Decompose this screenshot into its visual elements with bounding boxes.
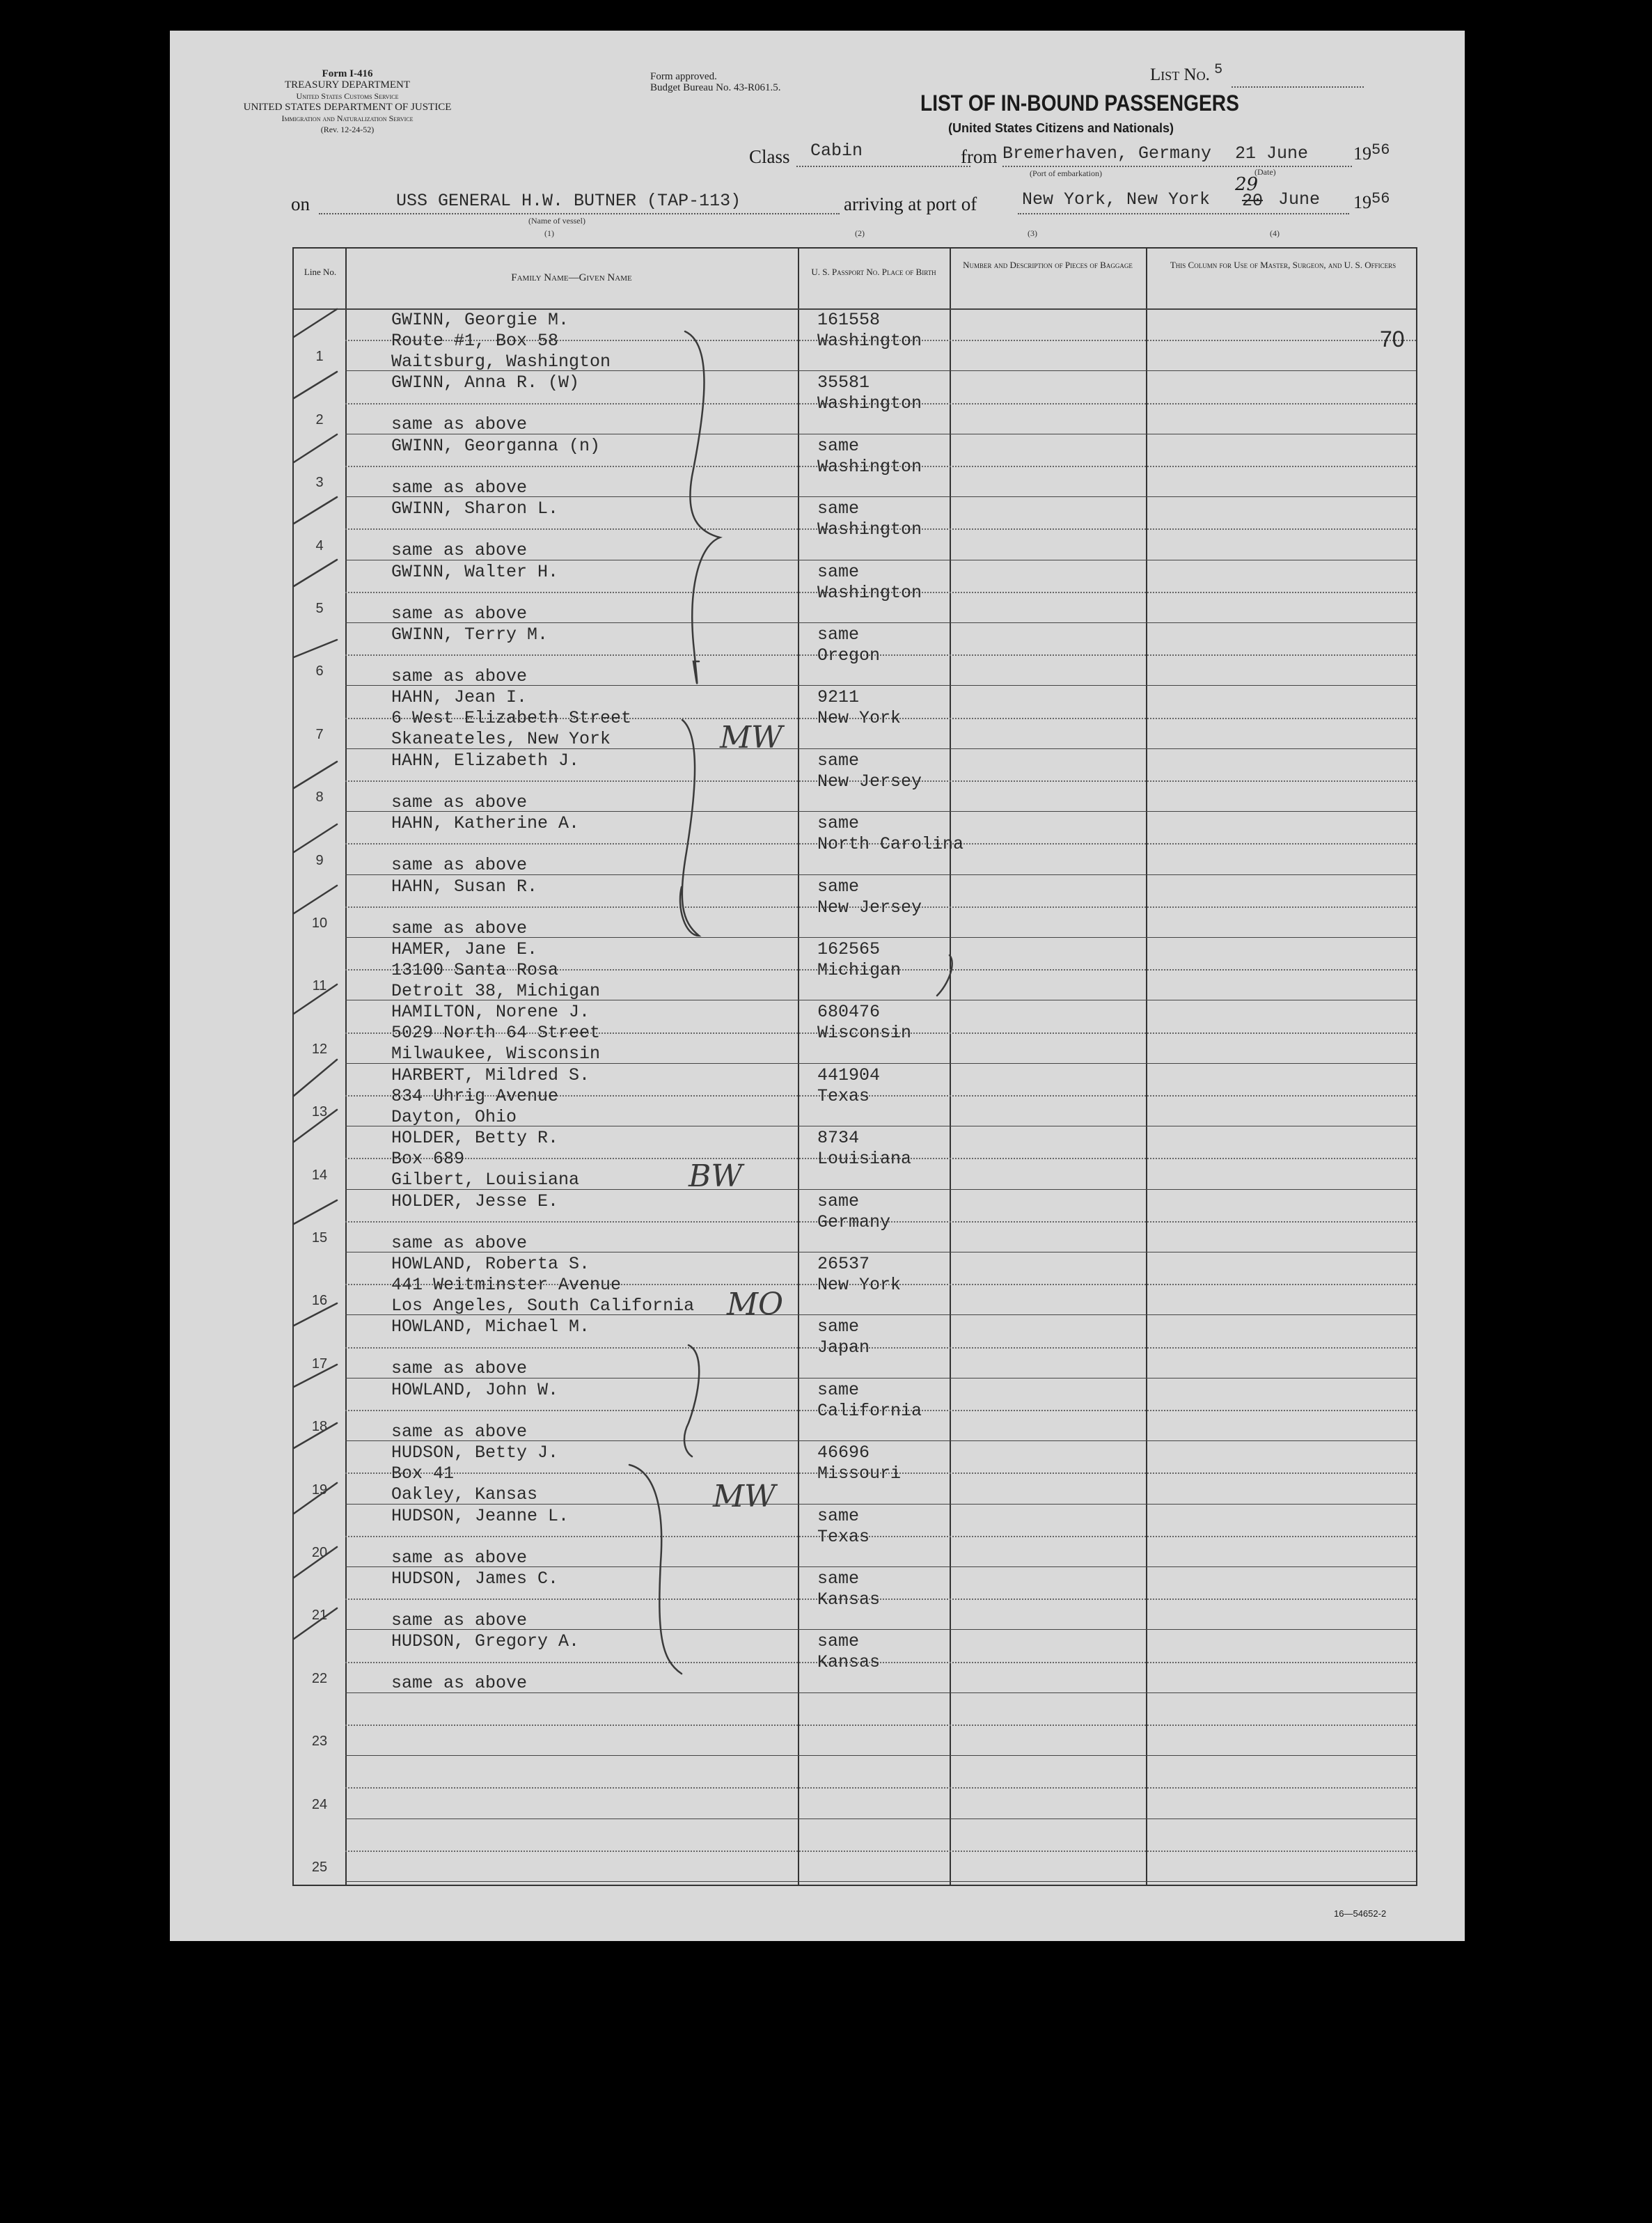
- passport-number: same: [817, 1505, 860, 1526]
- place-of-birth: Washington: [817, 519, 922, 540]
- col-header-line-no: Line No.: [304, 267, 337, 277]
- place-of-birth: Washington: [817, 456, 922, 477]
- passport-cell: [817, 1065, 880, 1107]
- class-label: Class: [749, 146, 790, 167]
- line-number: 5: [315, 600, 324, 616]
- place-of-birth: Oregon: [817, 645, 881, 666]
- passenger-name-cell: [391, 1002, 600, 1065]
- table-row: [294, 308, 1416, 371]
- arriving-label: arriving at port of: [844, 194, 977, 214]
- passenger-address-line: Milwaukee, Wisconsin: [391, 1044, 601, 1065]
- passport-number: same: [817, 1631, 860, 1652]
- line-number: 16: [311, 1293, 328, 1309]
- passport-number: same: [817, 876, 860, 897]
- treasury-label: TREASURY DEPARTMENT: [284, 79, 411, 91]
- passenger-address-line: [391, 771, 579, 792]
- passenger-name-cell: [391, 1506, 569, 1569]
- table-row: [294, 812, 1416, 874]
- table-row: [294, 623, 1416, 686]
- year-suffix: 56: [1371, 141, 1390, 159]
- embarkation-caption: (Port of embarkation): [1030, 168, 1102, 178]
- passport-number: 680476: [817, 1002, 881, 1023]
- place-of-birth: Kansas: [817, 1589, 881, 1610]
- arrival-day-struck: 20: [1242, 191, 1264, 211]
- passport-number: same: [817, 561, 860, 582]
- passenger-name: HOWLAND, Roberta S.: [391, 1254, 590, 1274]
- arrival-month: June: [1278, 189, 1321, 210]
- list-number-label: List No.: [1150, 65, 1210, 84]
- passenger-address-line: same as above: [391, 1547, 528, 1568]
- table-row: [294, 1378, 1416, 1441]
- embarkation-date: 21 June: [1235, 143, 1309, 164]
- passenger-name: HOWLAND, Michael M.: [391, 1317, 590, 1337]
- passenger-address-line: Dayton, Ohio: [391, 1106, 517, 1127]
- place-of-birth: Missouri: [817, 1463, 902, 1484]
- passport-cell: [817, 1506, 870, 1548]
- passenger-address-line: same as above: [391, 792, 528, 812]
- arrival-port: New York, New York: [1022, 189, 1211, 210]
- arrival-line: [1018, 213, 1349, 214]
- passenger-name: GWINN, Anna R. (W): [391, 372, 580, 393]
- customs-label: United States Customs Service: [296, 91, 399, 101]
- line-number: 11: [312, 978, 327, 994]
- passenger-name: HARBERT, Mildred S.: [391, 1065, 590, 1085]
- passenger-address-line: same as above: [391, 1610, 528, 1631]
- passenger-name-cell: [391, 310, 611, 372]
- passport-number: same: [817, 1569, 860, 1589]
- table-row: [294, 749, 1416, 812]
- passenger-name-cell: [391, 813, 579, 876]
- passenger-address-line: [391, 1589, 558, 1610]
- passenger-name: HOLDER, Jesse E.: [391, 1191, 559, 1211]
- vessel-name: USS GENERAL H.W. BUTNER (TAP-113): [396, 191, 741, 211]
- passenger-name: GWINN, Georgie M.: [391, 310, 569, 330]
- passenger-address-line: [391, 583, 558, 604]
- line-number: 22: [311, 1670, 328, 1686]
- passenger-address-line: [391, 645, 548, 666]
- passport-number: 26537: [817, 1254, 870, 1274]
- passport-number: same: [817, 1317, 860, 1337]
- passenger-address-line: [391, 1527, 569, 1548]
- col-header-officers: This Column for Use of Master, Surgeon, and U. S. Officers: [1170, 260, 1397, 270]
- table-row: [294, 1252, 1416, 1315]
- passport-cell: [817, 1569, 880, 1610]
- passenger-address-line: Skaneateles, New York: [391, 729, 611, 750]
- col-caption-2: (2): [855, 228, 865, 238]
- passport-cell: [817, 813, 963, 855]
- officer-note: 70: [1380, 327, 1405, 352]
- passenger-address-line: same as above: [391, 918, 528, 938]
- justice-label: UNITED STATES DEPARTMENT OF JUSTICE: [243, 102, 452, 113]
- passport-number: same: [817, 435, 860, 456]
- passenger-name-cell: [391, 498, 558, 561]
- passport-number: 35581: [817, 372, 870, 393]
- immigration-label: Immigration and Naturalization Service: [281, 113, 414, 123]
- passenger-address-line: same as above: [391, 855, 528, 876]
- row-divider: [345, 1881, 1416, 1882]
- table-row: [294, 371, 1416, 434]
- line-number: 4: [315, 537, 324, 553]
- budget-label: Budget Bureau No. 43-R061.5.: [650, 82, 781, 93]
- passenger-address-line: [391, 519, 558, 540]
- place-of-birth: New Jersey: [817, 897, 922, 918]
- passenger-name: HUDSON, Betty J.: [391, 1443, 559, 1463]
- place-of-birth: Texas: [817, 1526, 870, 1547]
- passport-cell: [817, 562, 922, 604]
- table-row: [294, 1126, 1416, 1189]
- passenger-address-line: [391, 1401, 558, 1422]
- passport-cell: [817, 1254, 901, 1296]
- passenger-address-line: Los Angeles, South California: [391, 1296, 695, 1316]
- table-row: [294, 1315, 1416, 1378]
- row-dotted-guide: [345, 1725, 1416, 1726]
- passport-cell: [817, 687, 901, 729]
- line-number: 19: [311, 1482, 328, 1498]
- table-row: [294, 1000, 1416, 1063]
- passenger-name-cell: [391, 1128, 579, 1191]
- from-line: [1002, 166, 1352, 167]
- passenger-name: HAHN, Susan R.: [391, 876, 538, 897]
- table-row: [294, 1064, 1416, 1126]
- place-of-birth: New York: [817, 708, 902, 729]
- handwritten-note: MW: [720, 720, 783, 755]
- passport-number: 46696: [817, 1443, 870, 1463]
- passenger-name: HAHN, Jean I.: [391, 687, 528, 708]
- line-number: 14: [311, 1167, 328, 1183]
- manifest-page: [170, 31, 1465, 1941]
- handwritten-note: BW: [689, 1158, 743, 1194]
- place-of-birth: Kansas: [817, 1652, 881, 1673]
- passenger-address-line: [391, 457, 600, 478]
- passport-number: same: [817, 1191, 860, 1211]
- passenger-name: HAMILTON, Norene J.: [391, 1002, 590, 1023]
- place-of-birth: Germany: [817, 1211, 891, 1232]
- embarkation-port: Bremerhaven, Germany: [1002, 143, 1212, 164]
- passenger-name-cell: [391, 877, 537, 939]
- place-of-birth: New Jersey: [817, 771, 922, 792]
- passenger-name: HUDSON, Jeanne L.: [391, 1505, 569, 1526]
- passenger-address-line: Waitsburg, Washington: [391, 352, 611, 372]
- approval-label: Form approved.: [650, 71, 717, 82]
- line-number: 10: [311, 915, 328, 931]
- passport-cell: [817, 436, 922, 478]
- passenger-address-line: same as above: [391, 1232, 528, 1253]
- passenger-name: HOLDER, Betty R.: [391, 1128, 559, 1149]
- form-footer-code: 16—54652-2: [1334, 1908, 1387, 1919]
- passenger-name-cell: [391, 1631, 579, 1694]
- line-number: 9: [315, 852, 324, 868]
- passenger-name: HOWLAND, John W.: [391, 1379, 559, 1400]
- passenger-address-line: Box 689: [391, 1149, 465, 1170]
- passenger-address-line: same as above: [391, 1421, 528, 1442]
- embarkation-year: [1353, 143, 1390, 164]
- passport-number: 441904: [817, 1065, 881, 1085]
- passenger-address-line: same as above: [391, 477, 528, 498]
- passport-cell: [817, 939, 901, 981]
- place-of-birth: Washington: [817, 393, 922, 414]
- place-of-birth: Wisconsin: [817, 1023, 912, 1044]
- passenger-name: HAMER, Jane E.: [391, 939, 538, 959]
- line-number: 17: [311, 1356, 328, 1372]
- passenger-address-line: [391, 897, 537, 918]
- place-of-birth: North Carolina: [817, 834, 964, 855]
- approval-block: [650, 71, 780, 93]
- from-label: from: [961, 146, 998, 167]
- passenger-address-line: same as above: [391, 603, 528, 624]
- passport-cell: [817, 877, 922, 918]
- passport-number: same: [817, 750, 860, 771]
- year-suffix: 56: [1371, 190, 1390, 207]
- passport-number: 9211: [817, 687, 860, 708]
- passport-cell: [817, 1380, 922, 1422]
- table-row: [294, 686, 1416, 748]
- vessel-line: [319, 213, 840, 214]
- passport-number: same: [817, 498, 860, 519]
- handwritten-note: MO: [727, 1287, 784, 1322]
- passport-cell: [817, 310, 922, 352]
- passenger-address-line: 5029 North 64 Street: [391, 1023, 601, 1044]
- line-number: 1: [315, 349, 324, 365]
- line-number: 7: [315, 726, 324, 742]
- vessel-caption: (Name of vessel): [528, 216, 585, 226]
- list-number-line: [1232, 86, 1364, 88]
- passenger-name-cell: [391, 1569, 558, 1631]
- line-number: 18: [311, 1419, 328, 1435]
- arrival-year: [1353, 192, 1390, 213]
- year-prefix: 19: [1353, 192, 1371, 212]
- arrival-day-handwritten: 29: [1235, 174, 1259, 195]
- table-row: [294, 1819, 1416, 1882]
- class-line: [796, 166, 970, 167]
- passport-cell: [817, 1002, 911, 1044]
- passenger-name: HAHN, Katherine A.: [391, 813, 580, 834]
- table-row: [294, 1693, 1416, 1756]
- passenger-name: GWINN, Terry M.: [391, 625, 549, 645]
- passenger-address-line: [391, 1212, 558, 1233]
- line-number: 24: [311, 1796, 328, 1812]
- passport-cell: [817, 1443, 901, 1484]
- passport-cell: [817, 1191, 890, 1233]
- passport-number: same: [817, 625, 860, 645]
- revision-label: (Rev. 12-24-52): [320, 125, 375, 134]
- table-row: [294, 1567, 1416, 1630]
- col-caption-4: (4): [1270, 228, 1280, 238]
- table-row: [294, 938, 1416, 1000]
- passport-cell: [817, 751, 922, 792]
- line-number: 2: [315, 411, 324, 427]
- col-caption-3: (3): [1028, 228, 1037, 238]
- passenger-address-line: same as above: [391, 1673, 528, 1694]
- passenger-address-line: [391, 834, 579, 855]
- passenger-name: HAHN, Elizabeth J.: [391, 750, 580, 771]
- passport-number: 161558: [817, 310, 881, 330]
- line-number: 23: [311, 1734, 328, 1750]
- passenger-name: HUDSON, Gregory A.: [391, 1631, 580, 1652]
- passenger-address-line: [391, 1652, 579, 1673]
- passenger-name-cell: [391, 1191, 558, 1254]
- list-number-value: 5: [1214, 62, 1223, 78]
- passenger-address-line: Detroit 38, Michigan: [391, 981, 601, 1001]
- passenger-name-cell: [391, 562, 558, 625]
- place-of-birth: New York: [817, 1275, 902, 1295]
- passenger-name: GWINN, Georganna (n): [391, 435, 601, 456]
- table-row: [294, 1441, 1416, 1504]
- row-dotted-guide: [345, 1787, 1416, 1789]
- passenger-name-cell: [391, 436, 600, 498]
- handwritten-note: MW: [713, 1479, 776, 1514]
- passenger-name: GWINN, Walter H.: [391, 561, 559, 582]
- passenger-name-cell: [391, 1254, 694, 1317]
- col-caption-1: (1): [544, 228, 554, 238]
- line-number: 8: [315, 790, 324, 806]
- passenger-address-line: 6 West Elizabeth Street: [391, 708, 632, 729]
- passenger-name-cell: [391, 1317, 590, 1379]
- col-header-passport: U. S. Passport No. Place of Birth: [811, 267, 936, 277]
- line-number: 25: [311, 1859, 328, 1875]
- passenger-address-line: [391, 1337, 590, 1358]
- passenger-address-line: 834 Uhrig Avenue: [391, 1085, 559, 1106]
- passenger-address-line: Oakley, Kansas: [391, 1484, 538, 1505]
- page-subtitle: (United States Citizens and Nationals): [948, 121, 1174, 135]
- line-number: 3: [315, 475, 324, 491]
- on-label: on: [291, 194, 310, 214]
- passenger-name-cell: [391, 751, 579, 813]
- table-row: [294, 1190, 1416, 1252]
- passenger-address-line: [391, 393, 579, 414]
- passenger-name: GWINN, Sharon L.: [391, 498, 559, 519]
- table-row: [294, 1505, 1416, 1567]
- passport-number: same: [817, 813, 860, 834]
- table-row: [294, 497, 1416, 560]
- class-value: Cabin: [810, 141, 863, 161]
- line-number: 15: [311, 1230, 328, 1246]
- place-of-birth: Washington: [817, 582, 922, 603]
- table-row: [294, 1756, 1416, 1819]
- place-of-birth: Japan: [817, 1337, 870, 1358]
- passport-cell: [817, 1317, 870, 1358]
- passenger-address-line: Route #1, Box 58: [391, 331, 559, 351]
- passenger-address-line: same as above: [391, 414, 528, 435]
- passenger-name-cell: [391, 625, 548, 687]
- passport-number: same: [817, 1379, 860, 1400]
- passenger-name-cell: [391, 1065, 590, 1128]
- line-number: 12: [311, 1041, 328, 1057]
- col-header-name: Family Name—Given Name: [511, 272, 632, 283]
- line-number: 6: [315, 663, 324, 680]
- col-header-baggage: Number and Description of Pieces of Baggage: [963, 260, 1133, 270]
- passenger-address-line: Gilbert, Louisiana: [391, 1170, 580, 1191]
- passenger-address-line: Box 41: [391, 1463, 455, 1484]
- line-number: 21: [311, 1608, 328, 1624]
- row-dotted-guide: [345, 1851, 1416, 1852]
- passenger-name-cell: [391, 1380, 558, 1443]
- passenger-name-cell: [391, 939, 600, 1002]
- place-of-birth: California: [817, 1400, 922, 1421]
- passenger-name-cell: [391, 1443, 558, 1505]
- table-row: [294, 1630, 1416, 1692]
- table-row: [294, 875, 1416, 938]
- passport-cell: [817, 1631, 880, 1673]
- passenger-address-line: same as above: [391, 540, 528, 561]
- date-caption: (Date): [1254, 167, 1276, 177]
- place-of-birth: Washington: [817, 331, 922, 351]
- passport-cell: [817, 1128, 911, 1170]
- passport-cell: [817, 372, 922, 414]
- passenger-name: HUDSON, James C.: [391, 1569, 559, 1589]
- page-title: LIST OF IN-BOUND PASSENGERS: [920, 91, 1239, 116]
- passenger-address-line: 13100 Santa Rosa: [391, 960, 559, 980]
- passenger-table: [292, 247, 1417, 1886]
- place-of-birth: Michigan: [817, 960, 902, 980]
- passport-cell: [817, 498, 922, 540]
- passport-number: 8734: [817, 1128, 860, 1149]
- list-number: [1150, 62, 1223, 85]
- passenger-address-line: same as above: [391, 666, 528, 686]
- line-number: 13: [311, 1104, 328, 1120]
- passenger-name-cell: [391, 687, 631, 750]
- passport-number: 162565: [817, 939, 881, 959]
- form-info-block: [233, 68, 462, 135]
- place-of-birth: Louisiana: [817, 1149, 912, 1170]
- table-row: [294, 560, 1416, 623]
- year-prefix: 19: [1353, 143, 1371, 164]
- passenger-address-line: 441 Weitminster Avenue: [391, 1275, 622, 1295]
- table-row: [294, 434, 1416, 497]
- passenger-address-line: same as above: [391, 1358, 528, 1379]
- passport-cell: [817, 625, 880, 666]
- line-number: 20: [311, 1544, 328, 1560]
- place-of-birth: Texas: [817, 1085, 870, 1106]
- passenger-name-cell: [391, 372, 579, 435]
- form-number: Form I-416: [322, 68, 373, 79]
